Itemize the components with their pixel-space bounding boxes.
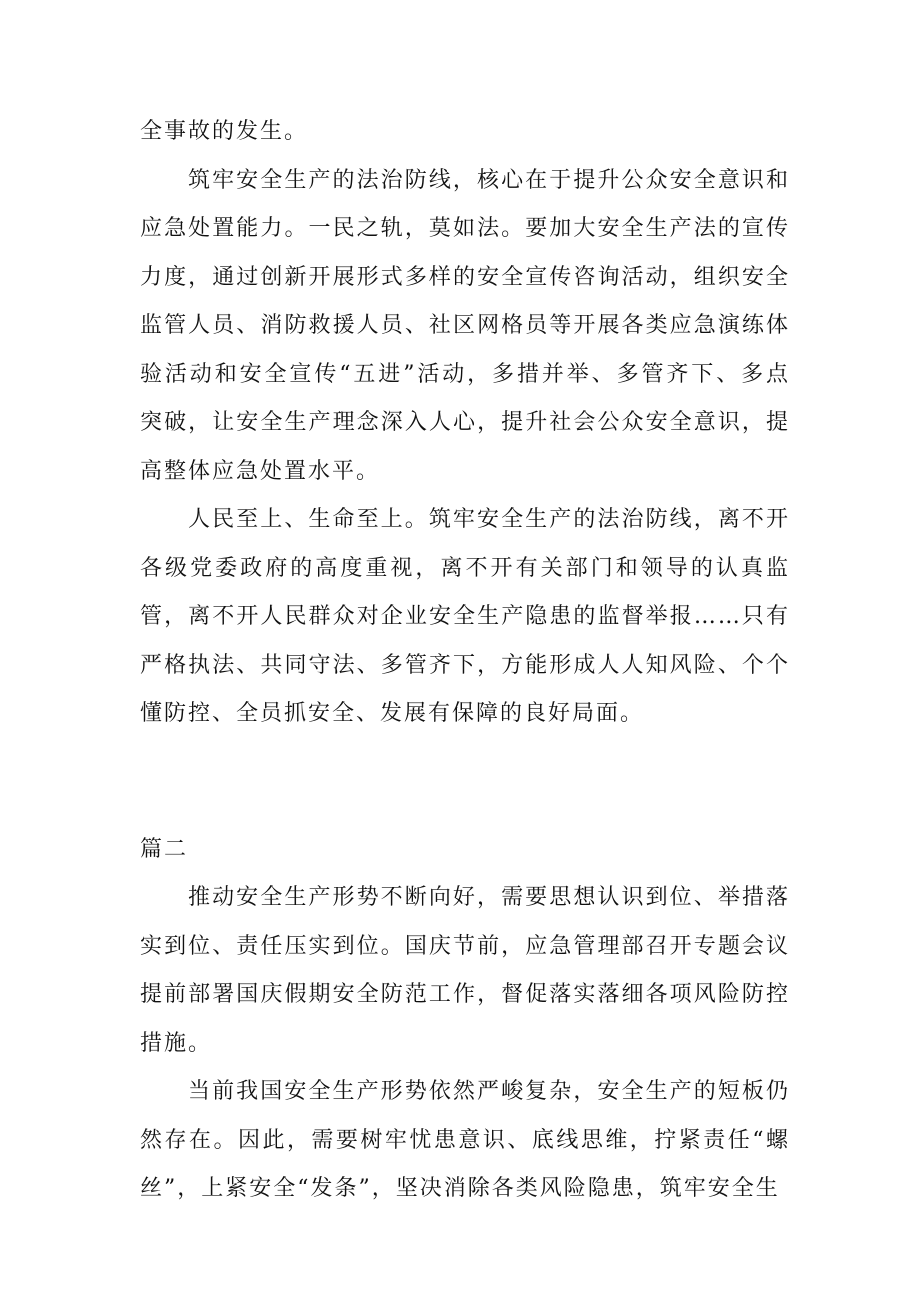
- section-two-body: [140, 874, 790, 1214]
- paragraph-safety-trend: 推动安全生产形势不断向好，需要思想认识到位、举措落实到位、责任压实到位。国庆节前，应急管理部召开专题会议提前部署国庆假期安全防范工作，督促落实落细各项风险防控措施。: [140, 885, 790, 1056]
- paragraph-continuation: 全事故的发生。: [140, 119, 309, 144]
- section-one-body: [140, 108, 790, 739]
- section-two-heading: 篇二: [140, 837, 189, 862]
- paragraph-people-first: 人民至上、生命至上。筑牢安全生产的法治防线，离不开各级党委政府的高度重视，离不开有关部门和领导的认真监管，离不开人民群众对企业安全生产隐患的监督举报……只有严格执法、共同守法、多管齐下，方能形成人人知风险、个个懂防控、全员抓安全、发展有保障的良好局面。: [140, 507, 790, 726]
- paragraph-current-situation: 当前我国安全生产形势依然严峻复杂，安全生产的短板仍然存在。因此，需要树牢忧患意识、底线思维，拧紧责任“螺丝”，上紧安全“发条”，坚决消除各类风险隐患，筑牢安全生: [140, 1079, 790, 1201]
- paragraph-legal-defense: 筑牢安全生产的法治防线，核心在于提升公众安全意识和应急处置能力。一民之轨，莫如法。要加大安全生产法的宣传力度，通过创新开展形式多样的安全宣传咨询活动，组织安全监管人员、消防救援人员、社区网格员等开展各类应急演练体验活动和安全宣传“五进”活动，多措并举、多管齐下、多点突破，让安全生产理念深入人心，提升社会公众安全意识，提高整体应急处置水平。: [140, 167, 790, 484]
